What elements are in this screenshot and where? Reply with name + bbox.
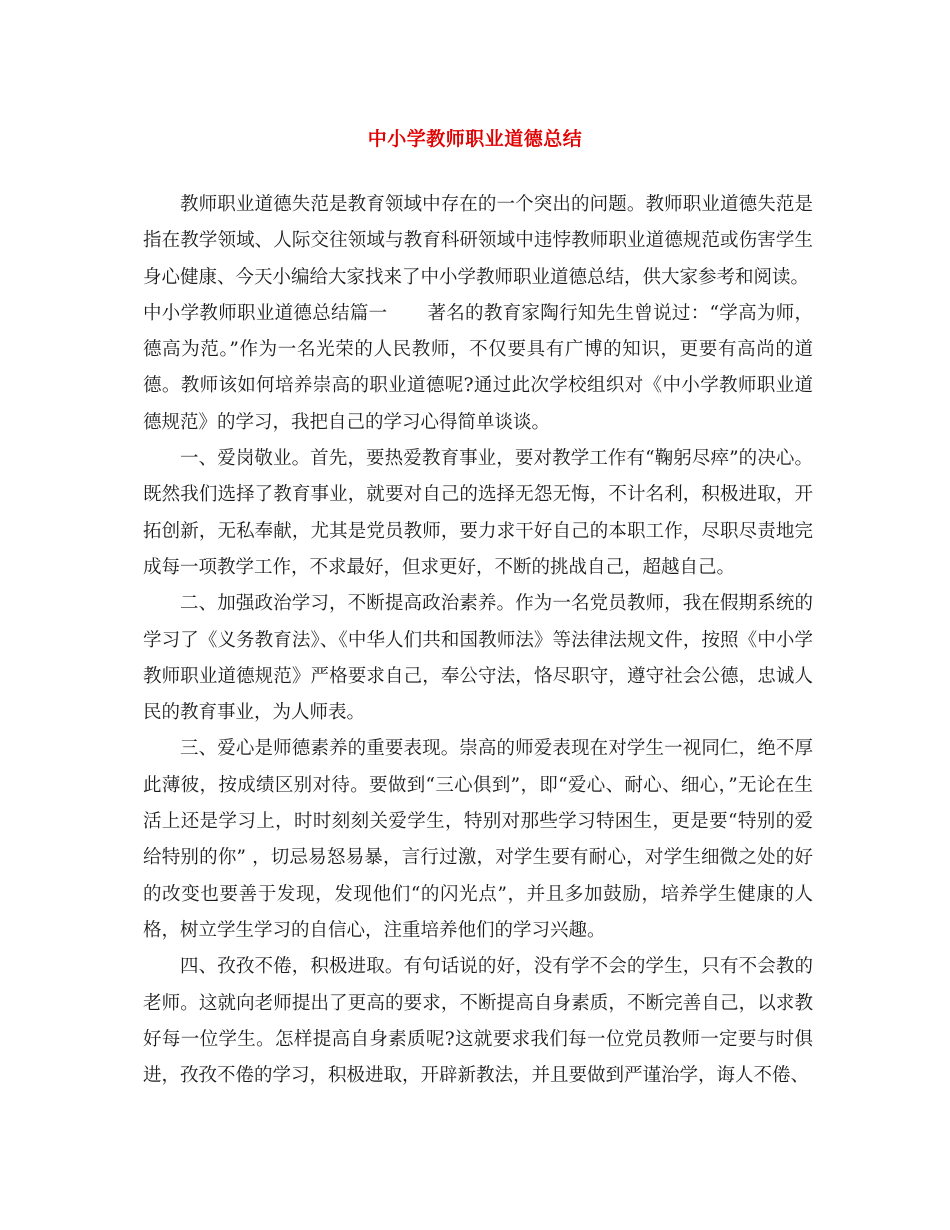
paragraph-section-one <box>143 296 813 441</box>
paragraph-point-two: 二、加强政治学习，不断提高政治素养。作为一名党员教师，我在假期系统的学习了《义务教育法》、《中华人们共和国教师法》等法律法规文件，按照《中小学教师职业道德规范》严格要求自己，奉公守法，恪尽职守，遵守社会公德，忠诚人民的教育事业，为人师表。 <box>143 593 813 724</box>
section-heading: 中小学教师职业道德总结篇一 <box>143 302 388 324</box>
document-body <box>143 187 813 1094</box>
paragraph-point-one: 一、爱岗敬业。首先，要热爱教育事业，要对教学工作有“鞠躬尽瘁”的决心。既然我们选择了教育事业，就要对自己的选择无怨无悔，不计名利，积极进取，开拓创新，无私奉献，尤其是党员教师，要力求干好自己的本职工作，尽职尽责地完成每一项教学工作，不求最好，但求更好，不断的挑战自己，超越自己。 <box>143 448 813 578</box>
paragraph-point-three: 三、爱心是师德素养的重要表现。崇高的师爱表现在对学生一视同仁，绝不厚此薄彼，按成绩区别对待。要做到“三心俱到”，即“爱心、耐心、细心，”无论在生活上还是学习上，时时刻刻关爱学生，特别对那些学习特困生，更是要“特别的爱给特别的你” ，切忌易怒易暴，言行过激，对学生要有耐心，对学生细微之处的好的改变也要善于发现，发现他们“的闪光点”，并且多加鼓励，培养学生健康的人格，树立学生学习的自信心，注重培养他们的学习兴趣。 <box>143 738 813 941</box>
paragraph-intro: 教师职业道德失范是教育领域中存在的一个突出的问题。教师职业道德失范是指在教学领域、人际交往领域与教育科研领域中违悖教师职业道德规范或伤害学生身心健康、今天小编给大家找来了中小学教师职业道德总结，供大家参考和阅读。 <box>143 194 813 288</box>
section-intro: 著名的教育家陶行知先生曾说过：“学高为师，德高为范。”作为一名光荣的人民教师，不仅要具有广博的知识，更要有高尚的道德。教师该如何培养崇高的职业道德呢?通过此次学校组织对《中小学教师职业道德规范》的学习，我把自己的学习心得简单谈谈。 <box>143 302 813 433</box>
paragraph-point-four: 四、孜孜不倦，积极进取。有句话说的好，没有学不会的学生，只有不会教的老师。这就向老师提出了更高的要求，不断提高自身素质，不断完善自己，以求教好每一位学生。怎样提高自身素质呢?这就要求我们每一位党员教师一定要与时俱进，孜孜不倦的学习，积极进取，开辟新教法，并且要做到严谨治学，诲人不倦、 <box>143 956 813 1087</box>
document-title: 中小学教师职业道德总结 <box>367 128 583 150</box>
